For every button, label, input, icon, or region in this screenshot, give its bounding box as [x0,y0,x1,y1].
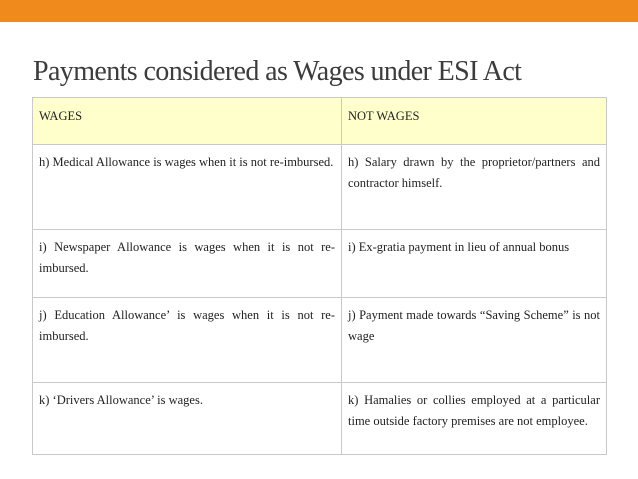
cell-not-wages: k) Hamalies or collies employed at a particular time outside factory premises are not employee. [342,383,607,455]
cell-wages: i) Newspaper Allowance is wages when it is not re-imbursed. [33,230,342,298]
header-wages: WAGES [33,98,342,145]
slide-title: Payments considered as Wages under ESI Act [33,56,522,87]
table-header-row [33,98,607,145]
table-row [33,145,607,230]
table-row [33,383,607,455]
cell-not-wages: h) Salary drawn by the proprietor/partners and contractor himself. [342,145,607,230]
accent-bar [0,0,638,22]
cell-wages: h) Medical Allowance is wages when it is not re-imbursed. [33,145,342,230]
cell-not-wages: j) Payment made towards “Saving Scheme” is not wage [342,298,607,383]
cell-wages: j) Education Allowance’ is wages when it is not re-imbursed. [33,298,342,383]
wages-table [32,97,607,455]
cell-not-wages: i) Ex-gratia payment in lieu of annual bonus [342,230,607,298]
header-not-wages: NOT WAGES [342,98,607,145]
table-row [33,298,607,383]
cell-wages: k) ‘Drivers Allowance’ is wages. [33,383,342,455]
table-row [33,230,607,298]
